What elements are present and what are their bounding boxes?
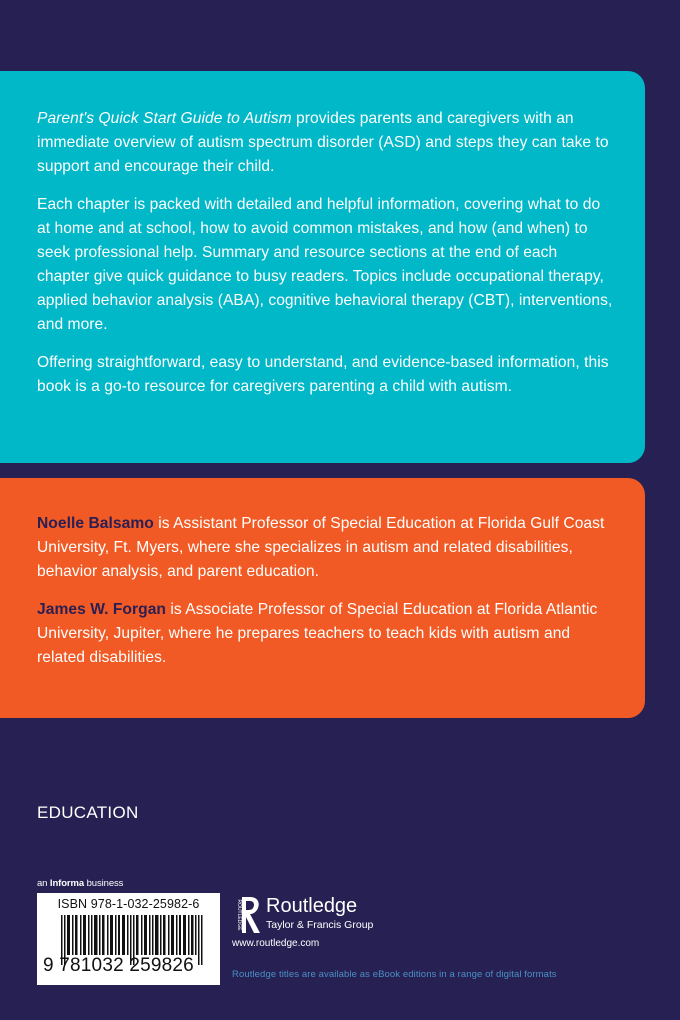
ebook-note: Routledge titles are available as eBook editions in a range of digital formats bbox=[232, 969, 557, 980]
routledge-logo-icon bbox=[232, 895, 262, 935]
informa-business-label: an Informa business bbox=[37, 878, 124, 889]
publisher-url[interactable]: www.routledge.com bbox=[232, 938, 320, 949]
category-label: EDUCATION bbox=[37, 803, 139, 822]
publisher-name: Routledge bbox=[266, 895, 358, 917]
book-title: Parent's Quick Start Guide to Autism bbox=[37, 110, 292, 127]
description-panel bbox=[0, 71, 645, 463]
description-paragraph-3: Offering straightforward, easy to understand, and evidence-based information, this book is a go-to resource for caregivers parenting a child with autism. bbox=[37, 354, 609, 395]
isbn-barcode bbox=[37, 893, 220, 985]
author-bio-2: James W. Forgan is Associate Professor of Special Education at Florida Atlantic University, Jupiter, where he prepares teachers to teach kids with autism and related disabilities. bbox=[37, 601, 598, 666]
isbn-text: ISBN 978-1-032-25982-6 bbox=[57, 897, 200, 911]
description-paragraph-2: Each chapter is packed with detailed and helpful information, covering what to do at home and at school, how to avoid common mistakes, and how (and when) to seek professional help. Summary and resource sections at the end of each chapter give quick guidance to busy readers. Topics include occupational therapy, applied behavior analysis (ABA), cognitive behavioral therapy (CBT), interventions, and more. bbox=[37, 196, 613, 333]
publisher-group: Taylor & Francis Group bbox=[266, 919, 374, 931]
author-bio-1: Noelle Balsamo is Assistant Professor of Special Education at Florida Gulf Coast University, Ft. Myers, where she specializes in autism and related disabilities, behavior analysis, and parent education. bbox=[37, 515, 605, 580]
author-name: Noelle Balsamo bbox=[37, 515, 154, 532]
author-name: James W. Forgan bbox=[37, 601, 167, 618]
svg-text:ROUTLEDGE: ROUTLEDGE bbox=[236, 899, 242, 931]
authors-panel bbox=[0, 478, 645, 718]
description-paragraph-1: Parent's Quick Start Guide to Autism provides parents and caregivers with an immediate overview of autism spectrum disorder (ASD) and steps they can take to support and encourage their child. bbox=[37, 110, 609, 175]
barcode-digits: 9 781032 259826 bbox=[43, 955, 194, 976]
